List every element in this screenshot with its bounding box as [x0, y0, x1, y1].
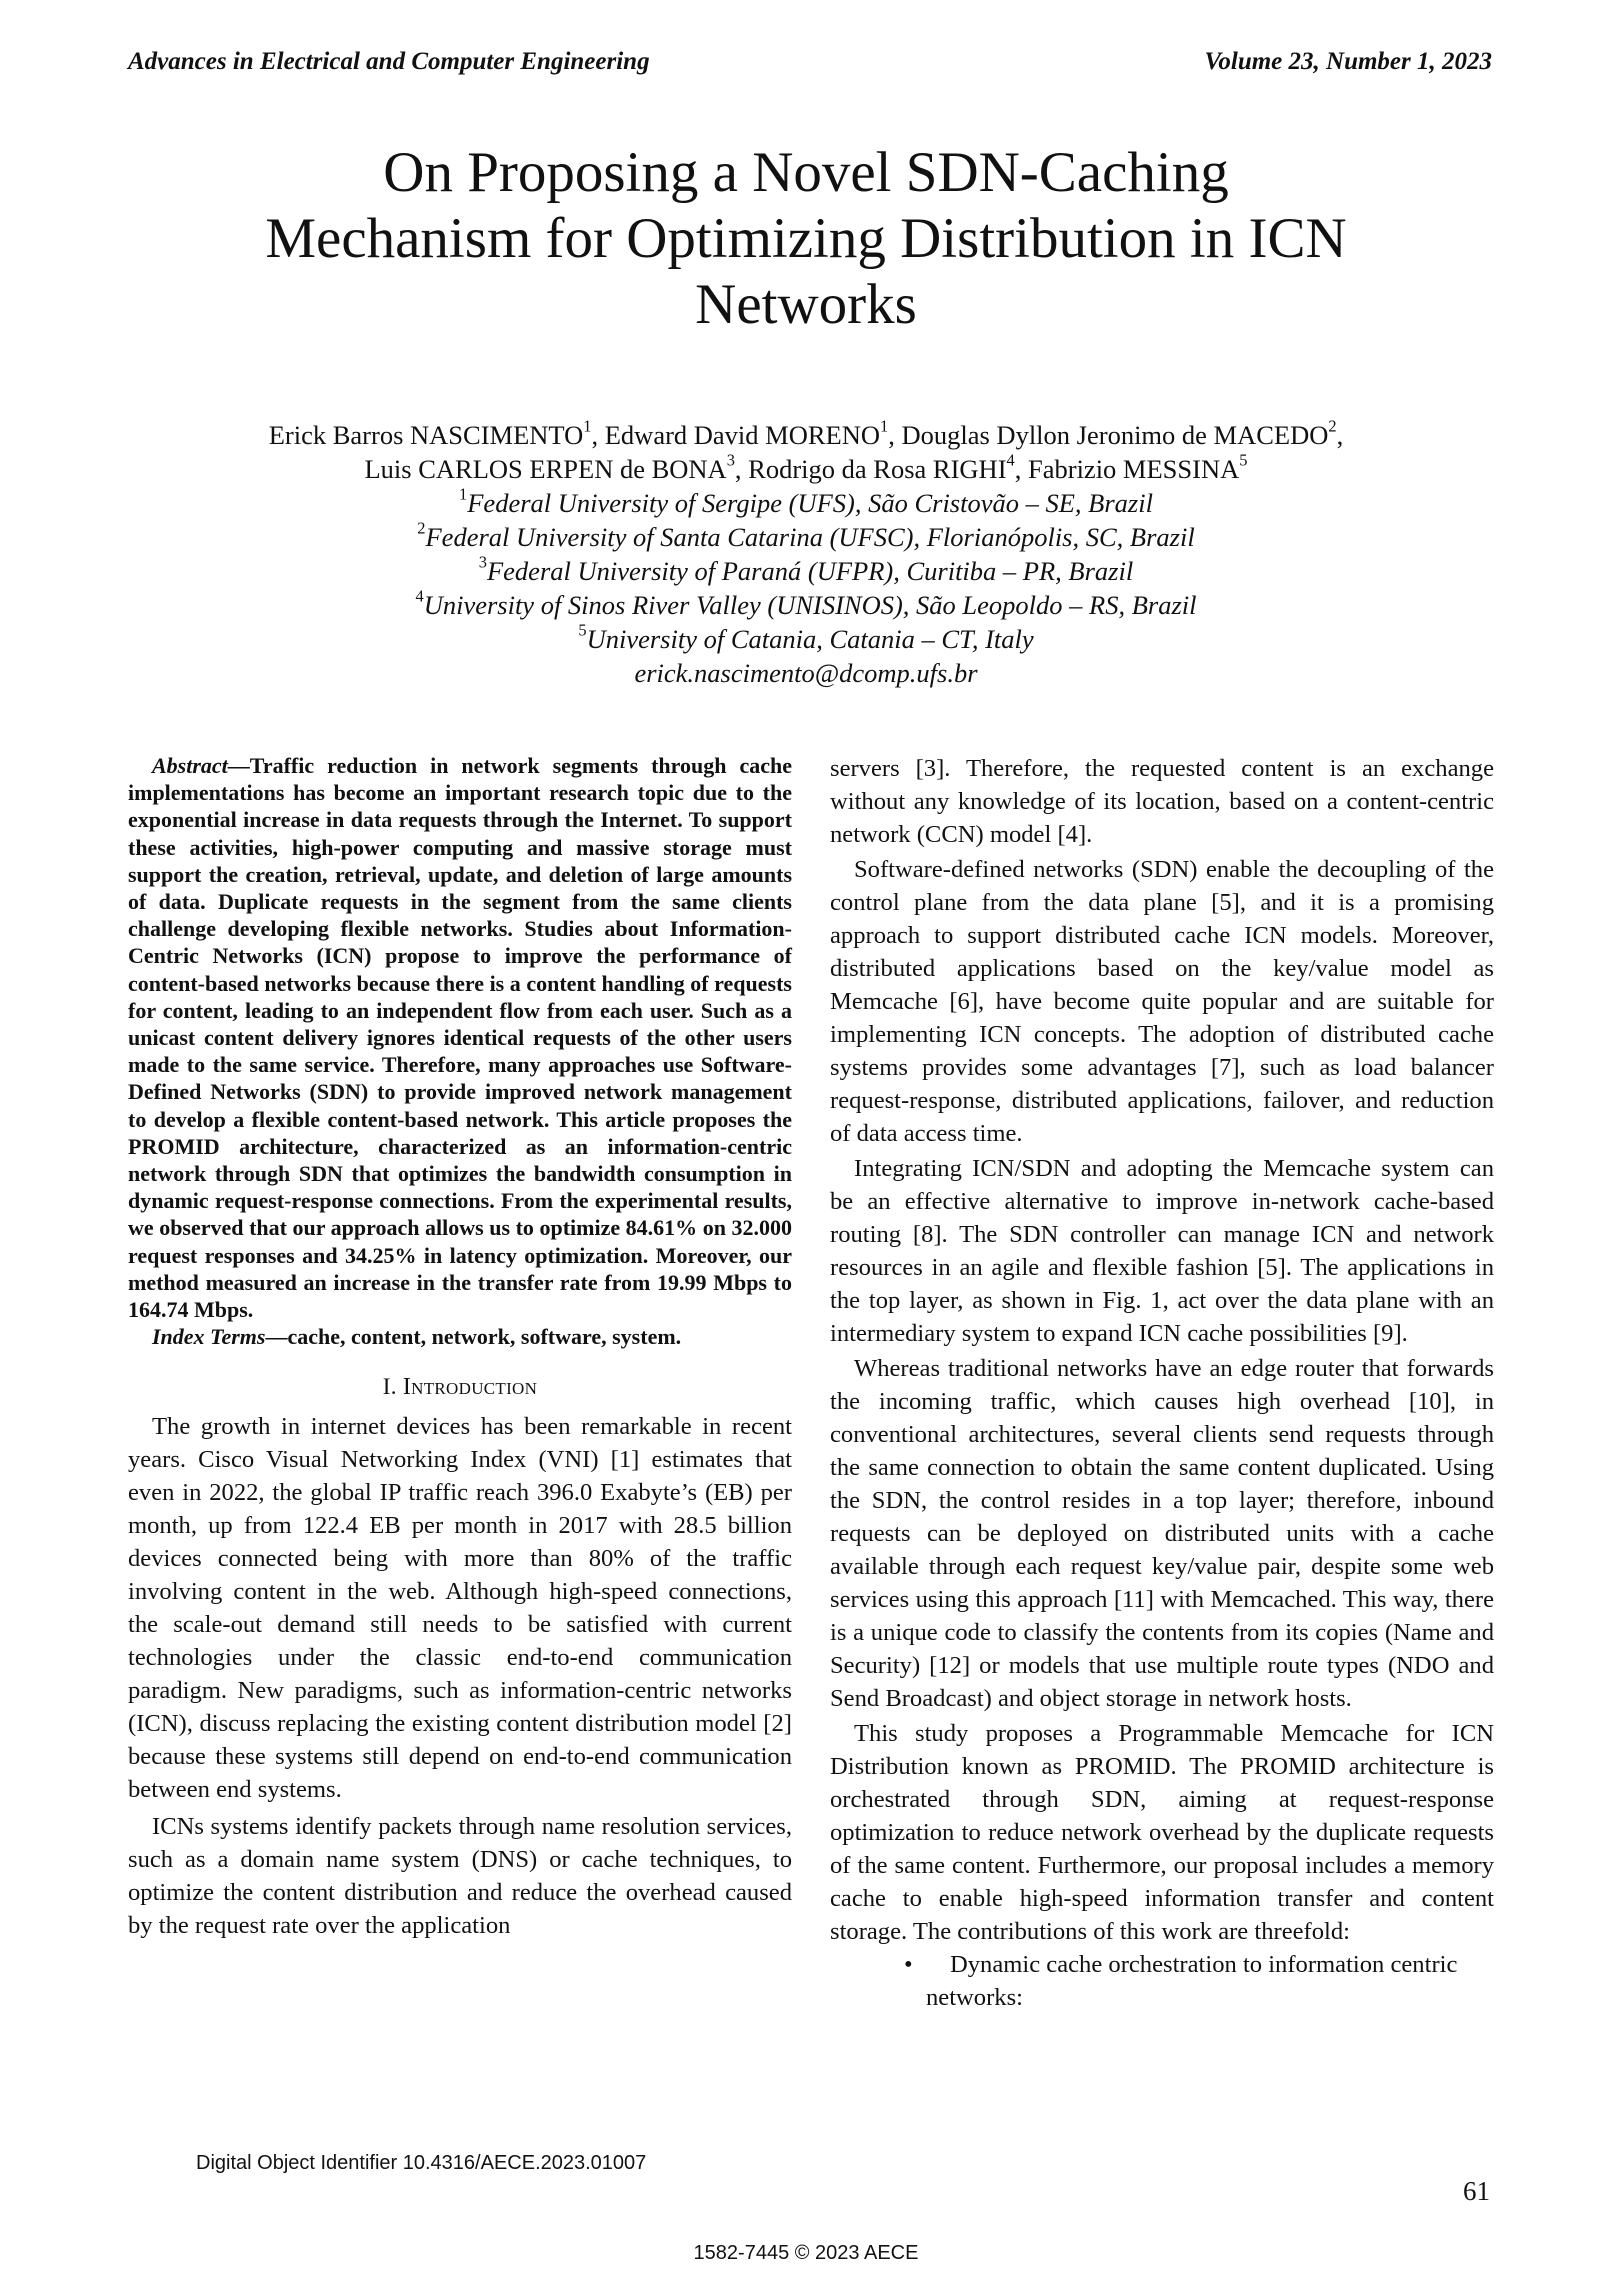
author-line	[110, 418, 1502, 452]
index-terms-lead: Index Terms	[152, 1324, 266, 1350]
body-paragraph: The growth in internet devices has been remarkable in recent years. Cisco Visual Networking Index (VNI) [1] estimates that even in 2022, the global IP traffic reach 396.0 Exabyte’s (EB) per month, up from 122.4 EB per month in 2017 with 28.5 billion devices connected being with more than 80% of the traffic involving content in the web. Although high-speed connections, the scale-out demand still needs to be satisfied with current technologies under the classic end-to-end communication paradigm. New paradigms, such as information-centric networks (ICN), discuss replacing the existing content distribution model [2] because these systems still depend on end-to-end communication between end systems.	[128, 1413, 792, 1804]
index-terms	[128, 1323, 792, 1350]
abstract	[128, 752, 792, 1323]
copyright-footer: 1582-7445 © 2023 AECE	[693, 2242, 919, 2264]
journal-name: Advances in Electrical and Computer Engineering	[128, 48, 650, 75]
body-paragraph: Software-defined networks (SDN) enable the decoupling of the control plane from the data plane [5], and it is a promising approach to support distributed cache ICN models. Moreover, distributed applications based on the key/value model as Memcache [6], have become quite popular and are suitable for implementing ICN concepts. The adoption of distributed cache systems provides some advantages [7], such as load balancer request-response, distributed applications, failover, and reduction of data access time.	[830, 856, 1494, 1147]
author-name: Luis CARLOS ERPEN de BONA	[364, 454, 727, 484]
affiliation	[110, 486, 1502, 520]
affiliation-list	[110, 486, 1502, 690]
affiliation-text: Federal University of Paraná (UFPR), Curitiba – PR, Brazil	[486, 556, 1134, 586]
right-column	[830, 752, 1494, 2014]
index-terms-body: —cache, content, network, software, system.	[265, 1324, 682, 1350]
author-separator: ,	[1014, 454, 1028, 484]
author-name: Edward David MORENO	[604, 420, 881, 450]
affiliation	[110, 554, 1502, 588]
affiliation-sup: 1	[459, 484, 468, 504]
author-separator: ,	[888, 420, 902, 450]
title-line: Networks	[695, 273, 917, 336]
author-name: Rodrigo da Rosa RIGHI	[748, 454, 1007, 484]
corresponding-email[interactable]: erick.nascimento@dcomp.ufs.br	[634, 658, 978, 688]
bullet-item	[830, 1948, 1494, 2014]
running-header	[128, 48, 1492, 88]
affiliation-text: University of Catania, Catania – CT, Italy	[586, 624, 1034, 654]
page-number: 61	[1463, 2176, 1490, 2206]
body-paragraph: Integrating ICN/SDN and adopting the Memcache system can be an effective alternative to improve in-network cache-based routing [8]. The SDN controller can manage ICN and network resources in an agile and flexible fashion [5]. The applications in the top layer, as shown in Fig. 1, act over the data plane with an intermediary system to expand ICN cache possibilities [9].	[830, 1155, 1494, 1347]
affiliation-sup: 4	[415, 586, 424, 606]
volume-info: Volume 23, Number 1, 2023	[1204, 48, 1492, 75]
author-affil-sup: 1	[880, 416, 889, 436]
body-paragraph: This study proposes a Programmable Memcache for ICN Distribution known as PROMID. The PROMID architecture is orchestrated through SDN, aiming at request-response optimization to reduce network overhead by the duplicate requests of the same content. Furthermore, our proposal includes a memory cache to enable high-speed information transfer and content storage. The contributions of this work are threefold:	[830, 1720, 1494, 1945]
author-separator: ,	[591, 420, 605, 450]
author-affil-sup: 1	[583, 416, 592, 436]
affiliation	[110, 588, 1502, 622]
left-column	[128, 752, 792, 1942]
body-paragraph: ICNs systems identify packets through name resolution services, such as a domain name system (DNS) or cache techniques, to optimize the content distribution and reduce the overhead caused by the request rate over the application	[128, 1813, 792, 1940]
doi-footer[interactable]: Digital Object Identifier 10.4316/AECE.2023.01007	[196, 2152, 647, 2174]
bullet-icon: •	[904, 1951, 913, 1978]
abstract-lead: Abstract	[152, 753, 228, 778]
author-name: Erick Barros NASCIMENTO	[268, 420, 584, 450]
author-affil-sup: 2	[1328, 416, 1337, 436]
section-numeral: I.	[382, 1374, 397, 1400]
body-paragraph: Whereas traditional networks have an edge router that forwards the incoming traffic, which causes high overhead [10], in conventional architectures, several clients send requests through the same connection to obtain the same content duplicated. Using the SDN, the control resides in a top layer; therefore, inbound requests can be deployed on distributed units with a cache available through each request key/value pair, despite some web services using this approach [11] with Memcached. This way, there is a unique code to classify the contents from its copies (Name and Security) [12] or models that use multiple route types (NDO and Send Broadcast) and object storage in network hosts.	[830, 1355, 1494, 1712]
affiliation-text: Federal University of Sergipe (UFS), São Cristovão – SE, Brazil	[467, 488, 1153, 518]
paper-title	[120, 140, 1492, 338]
section-heading	[128, 1370, 792, 1404]
author-name: Douglas Dyllon Jeronimo de MACEDO	[901, 420, 1329, 450]
author-name: Fabrizio MESSINA	[1028, 454, 1240, 484]
author-line	[110, 452, 1502, 486]
author-affil-sup: 4	[1006, 450, 1015, 470]
affiliation	[110, 622, 1502, 656]
author-separator: ,	[734, 454, 749, 484]
author-affil-sup: 3	[726, 450, 735, 470]
affiliation-sup: 2	[417, 518, 426, 538]
abstract-body: —Traffic reduction in network segments through cache implementations has become an important research topic due to the exponential increase in data requests through the Internet. To support these activities, high-power computing and massive storage must support the creation, retrieval, update, and deletion of large amounts of data. Duplicate requests in the segment from the same clients challenge developing flexible networks. Studies about Information-Centric Networks (ICN) propose to improve the performance of content-based networks because there is a content handling of requests for content, leading to an independent flow from each user. Such as a unicast content delivery ignores identical requests of the other users made to the same service. Therefore, many approaches use Software-Defined Networks (SDN) to provide improved network management to develop a flexible content-based network. This article proposes the PROMID architecture, characterized as an information-centric network through SDN that optimizes the bandwidth consumption in dynamic request-response connections. From the experimental results, we observed that our approach allows us to optimize 84.61% on 32.000 request responses and 34.25% in latency optimization. Moreover, our method measured an increase in the transfer rate from 19.99 Mbps to 164.74 Mbps.	[128, 753, 792, 1323]
title-line: On Proposing a Novel SDN-Caching	[383, 141, 1229, 204]
affiliation-sup: 5	[578, 620, 587, 640]
author-list	[110, 418, 1502, 486]
affiliation-text: Federal University of Santa Catarina (UFSC), Florianópolis, SC, Brazil	[425, 522, 1195, 552]
title-line: Mechanism for Optimizing Distribution in ICN	[265, 207, 1347, 270]
bullet-text: Dynamic cache orchestration to information centric networks:	[926, 1951, 1458, 2011]
affiliation-text: University of Sinos River Valley (UNISINOS), São Leopoldo – RS, Brazil	[423, 590, 1197, 620]
section-title: Introduction	[402, 1374, 538, 1401]
affiliation	[110, 520, 1502, 554]
author-affil-sup: 5	[1239, 450, 1248, 470]
author-separator: ,	[1336, 420, 1344, 450]
affiliation-sup: 3	[478, 552, 487, 572]
body-paragraph: servers [3]. Therefore, the requested content is an exchange without any knowledge of its location, based on a content-centric network (CCN) model [4].	[830, 755, 1494, 848]
